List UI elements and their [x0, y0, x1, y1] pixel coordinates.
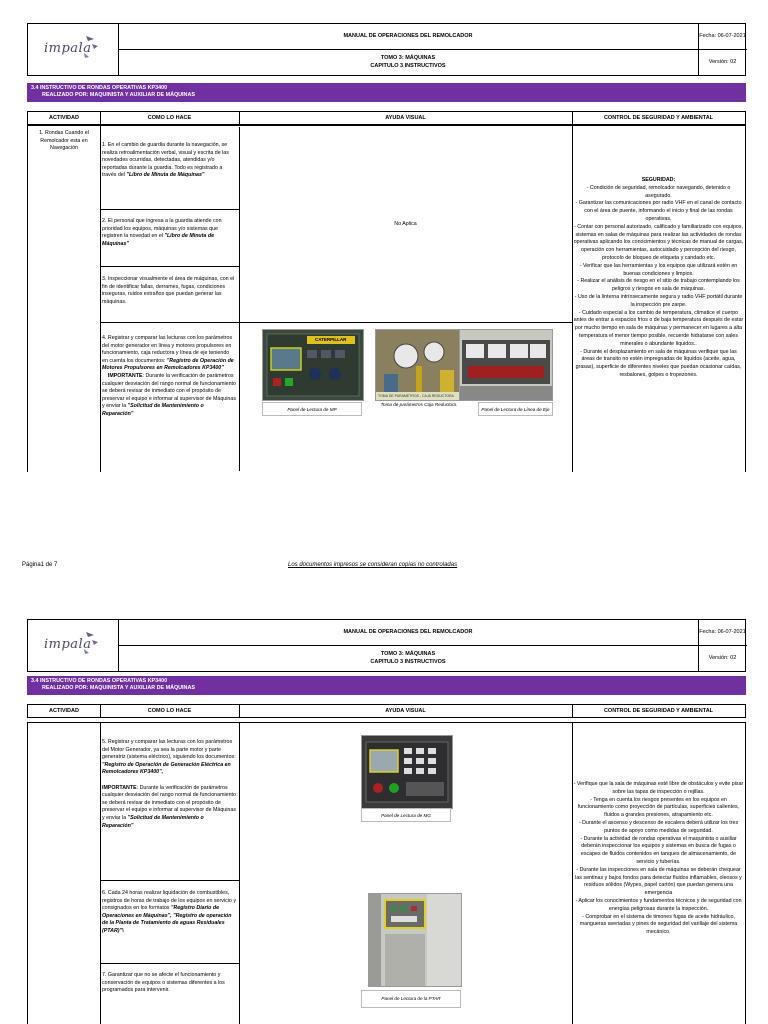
banner-line2: REALIZADO POR: MAQUINISTA Y AUXILIAR DE MÁQUINAS: [42, 685, 195, 691]
caption-mp: Panel de Lectura de MP: [262, 402, 362, 416]
photo-caja-label: TOMA DE PARAMETROS - CAJA REDUCTORA: [378, 394, 454, 398]
divider: [572, 705, 573, 717]
table-body-page1: [27, 125, 746, 472]
page-number: Página1 de 7: [22, 562, 58, 568]
section-banner: [27, 676, 746, 695]
caption-eje: Panel de Lectura de Línea de Eje: [478, 402, 553, 416]
page-header: [27, 619, 746, 672]
panel-eje-icon: [460, 330, 552, 400]
fecha-label: Fecha: 06-07-2021: [698, 24, 747, 50]
tomo-label: TOMO 3: MÁQUINAS: [380, 651, 436, 657]
step-5-doc: "Registro de Operación de Generación Eléctrica en Remolcadores KP3400",: [102, 761, 231, 776]
step-4-text: 4. Registrar y comparar las lecturas con los parámetros del motor generador en línea y motores propulsores en funcionamiento, caja reductora y línea de eje teniendo en cuenta los documentos:: [102, 335, 233, 364]
header-titles: [118, 620, 699, 671]
col-control: CONTROL DE SEGURIDAD Y AMBIENTAL: [603, 115, 714, 121]
step-4-doc: "Registro de Operación de Motores Propulsores en Remolcadores KP3400": [102, 357, 234, 372]
logo-text: impala: [44, 41, 92, 56]
row-divider: [100, 266, 239, 267]
step-6-doc: "Registro Diario de Operaciones en Máquinas", "Registro de operación de la Planta de Tratamiento de aguas Residuales (PTAR)"\: [102, 905, 232, 934]
control-seguridad-p1: [573, 177, 744, 380]
manual-title: MANUAL DE OPERACIONES DEL REMOLCADOR: [118, 24, 698, 50]
panel-mg-icon: [362, 736, 452, 808]
version-label: Versión: 02: [708, 655, 737, 661]
step-2-doc: "Libro de Minuta de Máquinas": [102, 233, 215, 247]
col-control: CONTROL DE SEGURIDAD Y AMBIENTAL: [603, 708, 714, 714]
photo-panel-mg: [361, 735, 453, 809]
divider: [100, 112, 101, 124]
step-5-text: 5. Registrar y comparar las lecturas con los parámetros del Motor Generador, ya sea la parte motor y parte generatriz (sistema eléctrico), siguiendo los documentos:: [102, 739, 236, 761]
step-2: [102, 218, 236, 248]
photo-panel-ptar: [368, 893, 462, 987]
step-4-request: "Solicitud de Mantenimiento o Reparación": [102, 403, 204, 417]
banner-line1: 3.4 INSTRUCTIVO DE RONDAS OPERATIVAS KP3400: [31, 85, 168, 91]
photo-panel-mp: [262, 329, 364, 401]
step-1-doc: "Libro de Minuta de Máquinas": [126, 172, 205, 179]
divider: [239, 127, 240, 471]
panel-mp-icon: [263, 330, 363, 400]
capitulo-label: CAPITULO 3 INSTRUCTIVOS: [370, 659, 446, 665]
divider: [100, 126, 101, 472]
seguridad-text: - Condición de seguridad, remolcador navegando, detenido o asegurado. - Garantizar las comunicaciones por radio VHF en el canal de contacto con el área de puente, informando el inicio y final de las rondas operativas. - Contar con personal autorizado, calificado y familiarizado con equipos, sistemas en salas de máquinas para realizar las actividades de rondas operativas aplicando los conocimientos y técnicas de manual de cargas, operación con herramientas, autocuidado y percepción del riesgo, protocolo de bloqueo de etiqueta y candado etc. - Verificar que las herramientas y los equipos que utilizará estén en buenas condiciones y limpios. - Realizar el análisis de riesgo en el sitio de trabajo contemplando los peligros y riesgos en sala de máquinas. - Uso de la linterna intrínsecamente segura y radio VHF portátil durante la inspección pre zarpe. - Cuidado especial a los cambio de temperatura, climatice el cuerpo antes de entrar a espacios fríos o de baja temperatura después de estar por mucho tiempo en sala de máquinas y permanecer en lugares a alta temperatura el menor tiempo posible, recuerde hidratarse con sales minerales o abundante líquidos.. - Durante el desplazamiento en sala de máquinas verifique que las áreas de transito no estén impregnadas de líquidos (aceite, agua, grasas), superficie de diferentes niveles que puedan ocasionar caídas, resbalones, golpes o tropezones.: [573, 184, 744, 378]
step-4-important: IMPORTANTE: [107, 372, 143, 379]
step-1: [102, 142, 236, 180]
caption-mg: Panel de Lectura de MG: [361, 808, 451, 822]
divider: [239, 723, 240, 1024]
panel-ptar-icon: [369, 894, 461, 986]
col-ayuda: AYUDA VISUAL: [385, 708, 426, 714]
step-3: 3. Inspeccionar visualmente el área de máquinas, con el fin de identificar fallas, derrames, fugas, condiciones inseguras, ruidos extraños que puedan generar las máquinas.: [102, 276, 235, 305]
section-banner: [27, 83, 746, 102]
page-header: [27, 23, 746, 76]
divider: [100, 705, 101, 717]
photo-caja-reductora: [375, 329, 465, 401]
header-meta: [698, 620, 747, 671]
version-label: Versión: 02: [708, 59, 737, 65]
step-5-request: "Solicitud de Mantenimiento o Reparación": [102, 814, 204, 829]
gauges-icon: [376, 330, 464, 400]
col-actividad: ACTIVIDAD: [49, 115, 79, 121]
row-divider: [239, 322, 572, 323]
control-seguridad-p2: - Verifique que la sala de máquinas esté libre de obstáculos y evite pisar sobre las tapas de inspección o rejillas. - Tenga en cuenta los riesgos presentes en los equipos en funcionamiento como proyección de partículas, superficies calientes, fluidos a grandes presiones, atrapamiento etc. - Durante el ascenso y descenso de escalera deberá utilizar los tres puntos de apoyo como medidas de seguridad. - Durante la actividad de rondas operativas el maquinista o auxiliar deberán inspeccionar los equipos y sistemas en busca de fugas o escapes de fluidos contenidos en tanques de almacenamiento, de servicio y tuberías. - Durante las inspecciones en sala de máquinas se deberán chequear las sentinas y bajos fondos para detectar fluidos inflamables, oleosos y residuos sólidos (Wypes, papel cartón) que puedan genera una emergencia - Aplicar los conocimientos y fundamentos técnicos y de seguridad con energías peligrosas durante la inspección. - Comprobar en el sistema de timones fugas de aceite hidráulico, mangueras averiadas y pines de seguridad del varillaje del sistema mecánico.: [573, 781, 744, 936]
step-4: [102, 335, 236, 419]
seguridad-title: SEGURIDAD:: [641, 177, 676, 183]
step-4-detail: : Durante la verificación de parámetros cualquier desviación del rango normal de funcionamiento se deberá revisar de inmediato con el propósito de preservar el equipo e informar al supervisor de Máquinas y enviar la: [102, 372, 236, 410]
banner-line2: REALIZADO POR: MAQUINISTA Y AUXILIAR DE MÁQUINAS: [42, 92, 195, 98]
divider: [239, 705, 240, 717]
table-body-page2: [27, 722, 746, 1024]
tomo-capitulo: [118, 646, 698, 671]
column-headers: [27, 704, 746, 718]
caption-caja: Toma de parámetros Caja Reductora.: [380, 402, 458, 407]
banner-line1: 3.4 INSTRUCTIVO DE RONDAS OPERATIVAS KP3400: [31, 678, 168, 684]
caption-ptar: Panel de Lectura de la PTAR: [361, 990, 461, 1008]
step-5-important: IMPORTANTE: [102, 784, 137, 791]
col-actividad: ACTIVIDAD: [49, 708, 79, 714]
step-6-text: 6. Cada 24 horas realizar liquidación de combustibles, registros de horas de trabajo de los equipos en servicio y consignados en los formatos: [102, 890, 236, 912]
actividad-cell: 1. Rondas Cuando el Remolcador esta en Navegación: [39, 130, 89, 152]
column-headers: [27, 111, 746, 125]
divider: [100, 723, 101, 1024]
row-divider: [100, 209, 239, 210]
logo-text: impala: [44, 637, 92, 652]
step-1-text: 1. En el cambio de guardia durante la navegación, se realiza retroalimentación verbal, visual y escrita de las novedades ocurridas, detectadas, atendidas y/o reportadas durante la guardia. Todo es registrado a través del: [102, 142, 229, 179]
logo: [28, 24, 119, 75]
capitulo-label: CAPITULO 3 INSTRUCTIVOS: [370, 63, 446, 69]
tomo-label: TOMO 3: MÁQUINAS: [380, 55, 436, 61]
logo: [28, 620, 119, 671]
photo-mp-label: CATERPILLAR: [315, 337, 347, 342]
row-divider: [100, 322, 239, 323]
col-ayuda: AYUDA VISUAL: [385, 115, 426, 121]
step-5-detail: : Durante la verificación de parámetros cualquier desviación del rango normal de funcionamiento se deberá revisar de inmediato con el propósito de preservar el equipo e informar al supervisor de Máquinas y enviar la: [102, 784, 236, 821]
divider: [239, 112, 240, 124]
copy-notice: Los documentos impresos se consideran copias no controladas: [288, 562, 458, 568]
header-meta: [698, 24, 747, 75]
photo-linea-eje: [459, 329, 553, 401]
step-6: [102, 890, 236, 936]
row-divider: [100, 880, 239, 881]
row-divider: [100, 963, 239, 964]
step-2-text: 2. El personal que ingresa a la guardia atiende con prioridad los equipos, máquinas y/o sistemas que registren la novedad en el: [102, 218, 222, 240]
divider: [572, 112, 573, 124]
tomo-capitulo: [118, 50, 698, 75]
header-titles: [118, 24, 699, 75]
no-aplica: No Aplica: [394, 221, 417, 227]
step-7: 7. Garantizar que no se afecte el funcionamiento y conservación de equipos o sistemas diferentes a los programados para intervenir.: [102, 972, 225, 994]
manual-title: MANUAL DE OPERACIONES DEL REMOLCADOR: [118, 620, 698, 646]
col-como: COMO LO HACE: [147, 708, 192, 714]
col-como: COMO LO HACE: [147, 115, 192, 121]
step-5: [102, 739, 236, 830]
fecha-label: Fecha: 06-07-2021: [698, 620, 747, 646]
